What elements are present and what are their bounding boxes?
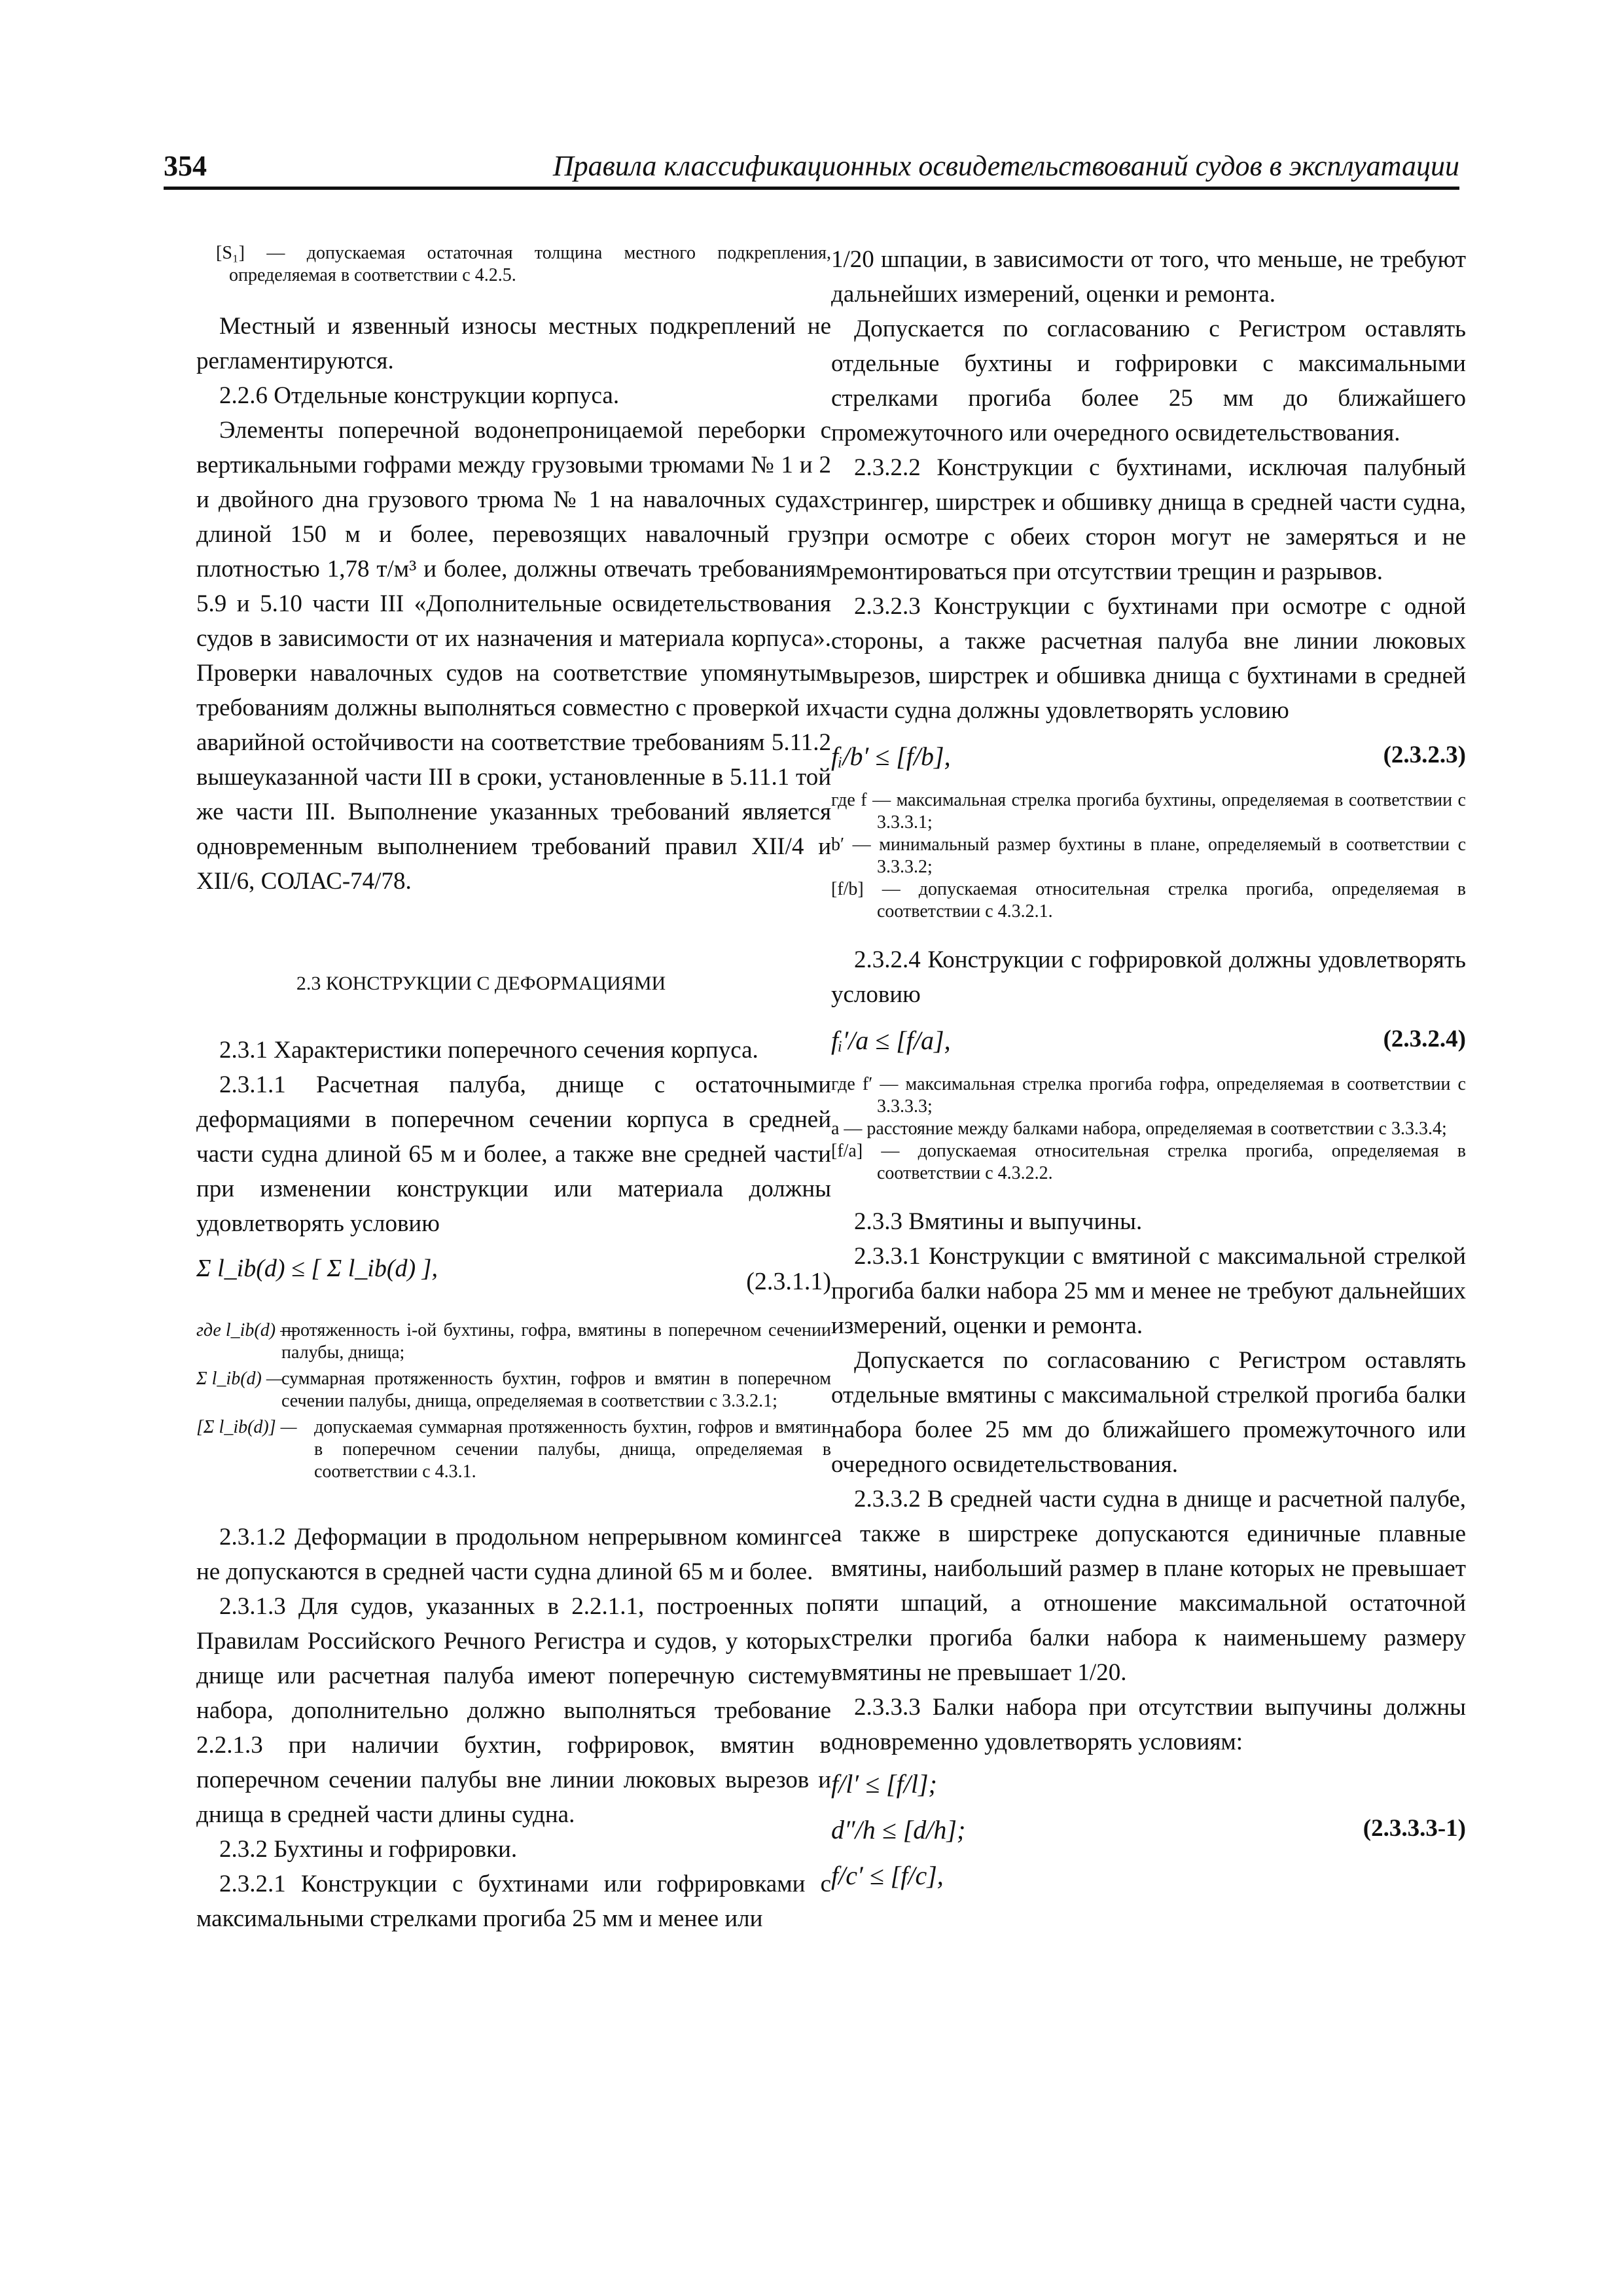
definition-item xyxy=(196,1368,831,1412)
page-header xyxy=(164,134,1459,190)
formula-condition-3 xyxy=(831,1860,1466,1897)
formula-2-3-1-1 xyxy=(196,1254,831,1313)
left-column xyxy=(196,242,831,1936)
paragraph-2-3-1-2: 2.3.1.2 Деформации в продольном непрерывном комингсе не допускаются в средней части судна длиной 65 м и более. xyxy=(196,1524,831,1585)
paragraph: Допускается по согласованию с Регистром оставлять отдельные вмятины с максимальной стрелкой прогиба балки набора более 25 мм до ближайшего промежуточного или очередного освидетельствования. xyxy=(831,1347,1466,1478)
paragraph-2-3-2-2: 2.3.2.2 Конструкции с бухтинами, исключая палубный стрингер, ширстрек и обшивку днища в средней части судна, при осмотре с обеих сторон могут не замеряться и не ремонтироваться при отсутствии трещин и разрывов. xyxy=(831,454,1466,585)
definition-item: где f — максимальная стрелка прогиба бухтины, определяемая в соответствии с 3.3.3.1; xyxy=(831,790,1466,833)
note-s1: [S₁] — допускаемая остаточная толщина местного подкрепления, определяемая в соответствии с 4.2.5. xyxy=(216,243,831,285)
paragraph: Элементы поперечной водонепроницаемой переборки с вертикальными гофрами между грузовыми трюмами № 1 и 2 и двойного дна грузового трюма № 1 на навалочных судах длиной 150 м и более, перевозящих навалочный груз плотностью 1,78 т/м³ и более, должны отвечать требованиям 5.9 и 5.10 части III «Дополнительные освидетельствования судов в зависимости от их назначения и материала корпуса». Проверки навалочных судов на соответствие упомянутым требованиям должны выполняться совместно с проверкой их аварийной остойчивости на соответствие требованиям 5.11.2 вышеуказанной части III в сроки, установленные в 5.11.1 той же части III. Выполнение указанных требований является одновременным выполнением требований правил XII/4 и XII/6, СОЛАС-74/78. xyxy=(196,417,831,895)
formula-expression: f/c′ ≤ [f/c], xyxy=(831,1861,944,1890)
formula-2-3-2-3 xyxy=(831,741,1466,780)
formula-expression: Σ l_ib(d) ≤ [ Σ l_ib(d) ], xyxy=(196,1255,438,1282)
formula-number: (2.3.1.1) xyxy=(746,1268,831,1295)
section-heading-2-3-2: 2.3.2 Бухтины и гофрировки. xyxy=(219,1836,518,1863)
formula-number: (2.3.3.3-1) xyxy=(1363,1815,1466,1842)
formula-number: (2.3.2.4) xyxy=(1383,1026,1466,1052)
formula-number: (2.3.2.3) xyxy=(1383,742,1466,768)
definition-text: протяженность i-ой бухтины, гофра, вмятины в поперечном сечении палубы, днища; xyxy=(281,1320,831,1363)
definition-item xyxy=(196,1416,831,1483)
paragraph-2-3-3-1: 2.3.3.1 Конструкции с вмятиной с максимальной стрелкой прогиба балки набора 25 мм и менее не требуют дальнейших измерений, оценки и ремонта. xyxy=(831,1243,1466,1339)
definition-item: [f/b] — допускаемая относительная стрелка прогиба, определяемая в соответствии с 4.3.2.1. xyxy=(831,879,1466,922)
section-heading-2-3-1: 2.3.1 Характеристики поперечного сечения корпуса. xyxy=(219,1037,758,1064)
definition-item: [f/a] — допускаемая относительная стрелка прогиба, определяемая в соответствии с 4.3.2.2. xyxy=(831,1141,1466,1183)
formula-expression: fᵢ′/a ≤ [f/a], xyxy=(831,1026,951,1055)
definition-item: b′ — минимальный размер бухтины в плане, определяемый в соответствии с 3.3.3.2; xyxy=(831,834,1466,877)
formula-expression: fᵢ/b′ ≤ [f/b], xyxy=(831,742,951,771)
paragraph-2-3-2-4: 2.3.2.4 Конструкции с гофрировкой должны удовлетворять условию xyxy=(831,946,1466,1008)
formula-expression: d″/h ≤ [d/h]; xyxy=(831,1815,966,1844)
formula-condition-1 xyxy=(831,1768,1466,1805)
definitions-2-3-1-1 xyxy=(196,1319,831,1483)
page-number: 354 xyxy=(164,150,207,182)
definition-item: a — расстояние между балками набора, определяемая в соответствии с 3.3.3.4; xyxy=(831,1119,1447,1139)
formula-2-3-2-4 xyxy=(831,1025,1466,1064)
definition-symbol: Σ l_ib(d) — xyxy=(196,1369,283,1389)
definition-item: где f′ — максимальная стрелка прогиба гофра, определяемая в соответствии с 3.3.3.3; xyxy=(831,1074,1466,1117)
paragraph-2-3-2-3: 2.3.2.3 Конструкции с бухтинами при осмотре с одной стороны, а также расчетная палуба вне линии люковых вырезов, ширстрек и обшивка днища с бухтинами в средней части судна должны удовлетворять условию xyxy=(831,593,1466,724)
definition-item xyxy=(196,1319,831,1364)
paragraph-continuation: 1/20 шпации, в зависимости от того, что меньше, не требуют дальнейших измерений, оценки и ремонта. xyxy=(831,246,1466,308)
formula-expression: f/l′ ≤ [f/l]; xyxy=(831,1769,937,1799)
definition-symbol: [Σ l_ib(d)] — xyxy=(196,1417,297,1437)
section-heading-2-2-6: 2.2.6 Отдельные конструкции корпуса. xyxy=(219,382,620,409)
paragraph-2-3-3-2: 2.3.3.2 В средней части судна в днище и расчетной палубе, а также в ширстреке допускаются единичные плавные вмятины, наибольший размер в плане которых не превышает пяти шпаций, а отношение максимальной остаточной стрелки прогиба балки набора к наименьшему размеру вмятины не превышает 1/20. xyxy=(831,1486,1466,1686)
paragraph-2-3-1-3: 2.3.1.3 Для судов, указанных в 2.2.1.1, построенных по Правилам Российского Речного Регистра и судов, у которых днище или расчетная палуба имеют поперечную систему набора, дополнительно должно выполняться требование 2.2.1.3 при наличии бухтин, гофрировок, вмятин в поперечном сечении палубы вне линии люковых вырезов и днища в средней части длины судна. xyxy=(196,1593,831,1828)
section-title-2-3: 2.3 КОНСТРУКЦИИ С ДЕФОРМАЦИЯМИ xyxy=(296,973,666,994)
paragraph-2-3-2-1: 2.3.2.1 Конструкции с бухтинами или гофрировками с максимальными стрелками прогиба 25 мм и менее или xyxy=(196,1871,831,1932)
paragraph-2-3-3-3: 2.3.3.3 Балки набора при отсутствии выпучины должны одновременно удовлетворять условиям: xyxy=(831,1694,1466,1755)
definition-text: суммарная протяженность бухтин, гофров и вмятин в поперечном сечении палубы, днища, определяемая в соответствии с 3.3.2.1; xyxy=(281,1369,831,1411)
definition-symbol: где l_ib(d) — xyxy=(196,1320,296,1340)
definition-text: допускаемая суммарная протяженность бухтин, гофров и вмятин в поперечном сечении палубы, днища, определяемая в соответствии с 4.3.1. xyxy=(314,1417,831,1482)
paragraph-2-3-1-1: 2.3.1.1 Расчетная палуба, днище с остаточными деформациями в поперечном сечении корпуса в средней части судна длиной 65 м и более, а также вне средней части при изменении конструкции или материала должны удовлетворять условию xyxy=(196,1071,831,1237)
formula-condition-2 xyxy=(831,1814,1466,1851)
running-title: Правила классификационных освидетельствований судов в эксплуатации xyxy=(552,150,1459,182)
right-column xyxy=(831,242,1466,1906)
paragraph: Местный и язвенный износы местных подкреплений не регламентируются. xyxy=(196,313,831,374)
section-heading-2-3-3: 2.3.3 Вмятины и выпучины. xyxy=(854,1208,1143,1235)
paragraph: Допускается по согласованию с Регистром оставлять отдельные бухтины и гофрировки с максимальными стрелками прогиба более 25 мм до ближайшего промежуточного или очередного освидетельствования. xyxy=(831,315,1466,446)
